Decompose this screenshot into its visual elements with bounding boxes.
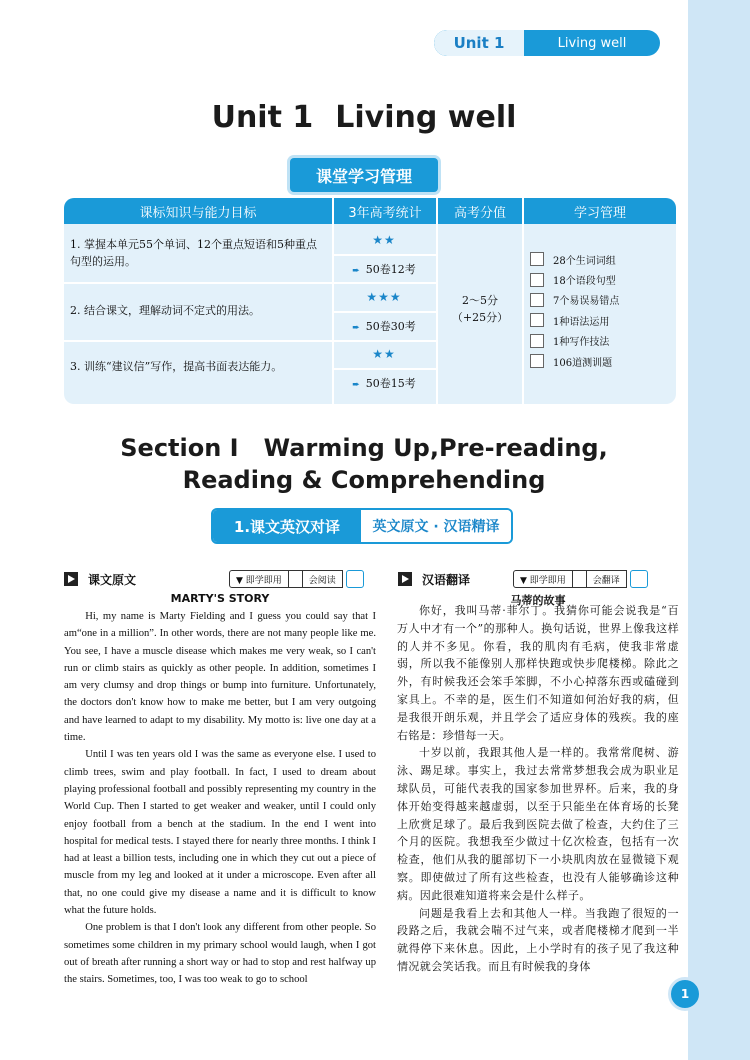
- chinese-column-heading: [398, 569, 470, 589]
- chinese-controls: [513, 570, 648, 588]
- learn-use-button[interactable]: ▼ 即学即用: [229, 570, 289, 588]
- english-story-title: MARTY'S STORY: [170, 592, 270, 605]
- arrow-icon: ➨: [352, 380, 360, 390]
- english-controls: [229, 570, 364, 588]
- score-bonus: （+25分）: [451, 311, 509, 324]
- exam-stat-text: 50卷12考: [365, 263, 416, 276]
- score-range: 2～5分: [462, 294, 498, 307]
- checkbox[interactable]: [530, 334, 544, 348]
- read-button[interactable]: 会阅读: [303, 570, 343, 588]
- check-box[interactable]: [346, 570, 364, 588]
- chinese-heading-text: 汉语翻译: [422, 572, 471, 587]
- translate-button[interactable]: 会翻译: [587, 570, 627, 588]
- english-paragraph: One problem is that I don't look any different from other people. So sometimes some children in my primary school would laugh, when I got out of breath after running a short way or had to stop and rest halfway up the stairs. Sometimes, too, I was too weak to go to school: [64, 922, 376, 986]
- column-header-goals: 课标知识与能力目标: [64, 198, 332, 224]
- learn-use-button[interactable]: ▼ 即学即用: [513, 570, 573, 588]
- exam-stat-text: 50卷15考: [365, 377, 416, 390]
- top-band-right: [688, 0, 750, 70]
- chinese-paragraph: 问题是我看上去和其他人一样。当我跑了很短的一段路之后，我就会喘不过气来，或者爬楼梯才爬到一半就得停下来休息。因此，上小学时有的孩子见了我这种情况就会笑话我。而且有时候我的身体: [397, 906, 679, 973]
- column-header-management: 学习管理: [524, 198, 676, 224]
- section-title-line2: Reading & Comprehending: [182, 466, 546, 494]
- english-column-heading: [64, 569, 136, 589]
- checklist-item[interactable]: [530, 249, 670, 269]
- checklist-label: 28个生词词组: [553, 255, 616, 267]
- chinese-text: [397, 602, 679, 976]
- checklist-item[interactable]: [530, 269, 670, 289]
- checklist-label: 1种语法运用: [553, 316, 610, 328]
- chinese-story-title: 马蒂的故事: [510, 594, 566, 607]
- english-paragraph: Hi, my name is Marty Fielding and I guess you could say that I am“one in a million”. In other words, there are not many people like me. You see, I have a muscle disease which makes me very weak, so I can't run or climb stairs as quickly as other people. In addition, sometimes I am very clumsy and drop things or bump into furniture. Unfortunately, the doctors don't know how to make me better, but I am very outgoing and have learned to adapt to my disability. My motto is: live one day at a time.: [64, 611, 376, 744]
- page-title-name: Living well: [335, 100, 517, 135]
- play-icon[interactable]: [64, 572, 78, 586]
- section-title: [0, 432, 728, 496]
- checklist-label: 18个语段句型: [553, 276, 616, 288]
- exam-stat: [334, 375, 434, 391]
- difficulty-stars: ★★: [372, 347, 396, 361]
- difficulty-stars: ★★★: [366, 290, 402, 304]
- exam-stat: [334, 261, 434, 277]
- exam-stat-text: 50卷30考: [365, 320, 416, 333]
- unit-tab-name: Living well: [557, 35, 627, 51]
- goal-text: 1. 掌握本单元55个单词、12个重点短语和5种重点句型的运用。: [70, 238, 317, 268]
- subsection-tab-subtitle: 英文原文 · 汉语精译: [361, 510, 511, 542]
- unit-tab-label: Unit 1: [434, 30, 524, 56]
- checkbox[interactable]: [530, 354, 544, 368]
- management-label: 课堂学习管理: [290, 158, 438, 192]
- blank-box: [289, 570, 303, 588]
- row-divider: [64, 282, 436, 284]
- checkbox[interactable]: [530, 313, 544, 327]
- exam-stat: [334, 318, 434, 334]
- chinese-paragraph: 你好，我叫马蒂·菲尔丁。我猜你可能会说我是“百万人中才有一个”的那种人。换句话说，世界上像我这样的人并不多见。你看，我的肌肉有毛病，使我非常虚弱，所以我不能像别人那样快跑或快步爬楼梯。除此之外，有时候我还会笨手笨脚，不小心掉落东西或磕碰到家具上。不幸的是，医生们不知道如何治好我的病，但是我很开朗乐观，并且学会了适应身体的残疾。我的座右铭是：珍惜每一天。: [397, 604, 679, 742]
- unit-tab: [434, 30, 660, 56]
- score-cell: [438, 292, 522, 326]
- play-icon[interactable]: [398, 572, 412, 586]
- checklist-label: 106道测训题: [553, 357, 613, 369]
- checklist-item[interactable]: [530, 290, 670, 310]
- section-title-line1: Section Ⅰ Warming Up,Pre-reading,: [120, 434, 608, 462]
- page-number: 1: [668, 977, 702, 1011]
- subsection-tab-title: 1.课文英汉对译: [213, 510, 361, 542]
- subsection-tab: [211, 508, 513, 544]
- column-header-stats: 3年高考统计: [334, 198, 436, 224]
- checkbox[interactable]: [530, 293, 544, 307]
- side-band: [688, 0, 750, 1060]
- management-table: [64, 198, 676, 404]
- page-title: [0, 100, 728, 135]
- column-divider: [522, 198, 524, 404]
- blank-box: [573, 570, 587, 588]
- checklist-item[interactable]: [530, 310, 670, 330]
- checklist-item[interactable]: [530, 331, 670, 351]
- arrow-icon: ➨: [352, 266, 360, 276]
- check-box[interactable]: [630, 570, 648, 588]
- checklist-label: 7个易误易错点: [553, 296, 620, 308]
- row-divider: [334, 311, 436, 313]
- column-header-score: 高考分值: [438, 198, 522, 224]
- management-checklist: [530, 249, 670, 371]
- page-title-unit: Unit 1: [211, 100, 314, 135]
- english-heading-text: 课文原文: [88, 572, 137, 587]
- checkbox[interactable]: [530, 252, 544, 266]
- goal-text: 3. 训练“建议信”写作，提高书面表达能力。: [70, 360, 283, 373]
- checkbox[interactable]: [530, 273, 544, 287]
- chinese-paragraph: 十岁以前，我跟其他人是一样的。我常常爬树、游泳、踢足球。事实上，我过去常常梦想我会成为职业足球队员，可能代表我的国家参加世界杯。后来，我的身体开始变得越来越虚弱，以至于只能坐在体育场的长凳上欣赏足球了。最后我到医院去做了检查，大约住了三个月的医院。我想我至少做过十亿次检查，包括有一次检查，他们从我的腿部切下一小块肌肉放在显微镜下观察。即使做过了所有这些检查，也没有人能够确诊这种病。因此很难知道将来会是什么样子。: [397, 746, 679, 902]
- row-divider: [334, 368, 436, 370]
- difficulty-stars: ★★: [372, 233, 396, 247]
- english-paragraph: Until I was ten years old I was the same as everyone else. I used to climb trees, swim and play football. In fact, I used to dream about playing professional football and possibly representing my country in the World Cup. Then I started to get weaker and weaker, until I could only enjoy football from a bench at the stadium. In the end I went into hospital for medical tests. I stayed there for nearly three months. I think I had at least a billion tests, including one in which they cut out a piece of muscle from my leg and looked at it under a microscope. Even after all that, no one could give my disease a name and it is difficult to know what the future holds.: [64, 749, 376, 917]
- arrow-icon: ➨: [352, 323, 360, 333]
- checklist-label: 1种写作技法: [553, 337, 610, 349]
- row-divider: [334, 254, 436, 256]
- goal-text: 2. 结合课文，理解动词不定式的用法。: [70, 304, 260, 317]
- row-divider: [64, 340, 436, 342]
- english-text: [64, 608, 376, 989]
- checklist-item[interactable]: [530, 351, 670, 371]
